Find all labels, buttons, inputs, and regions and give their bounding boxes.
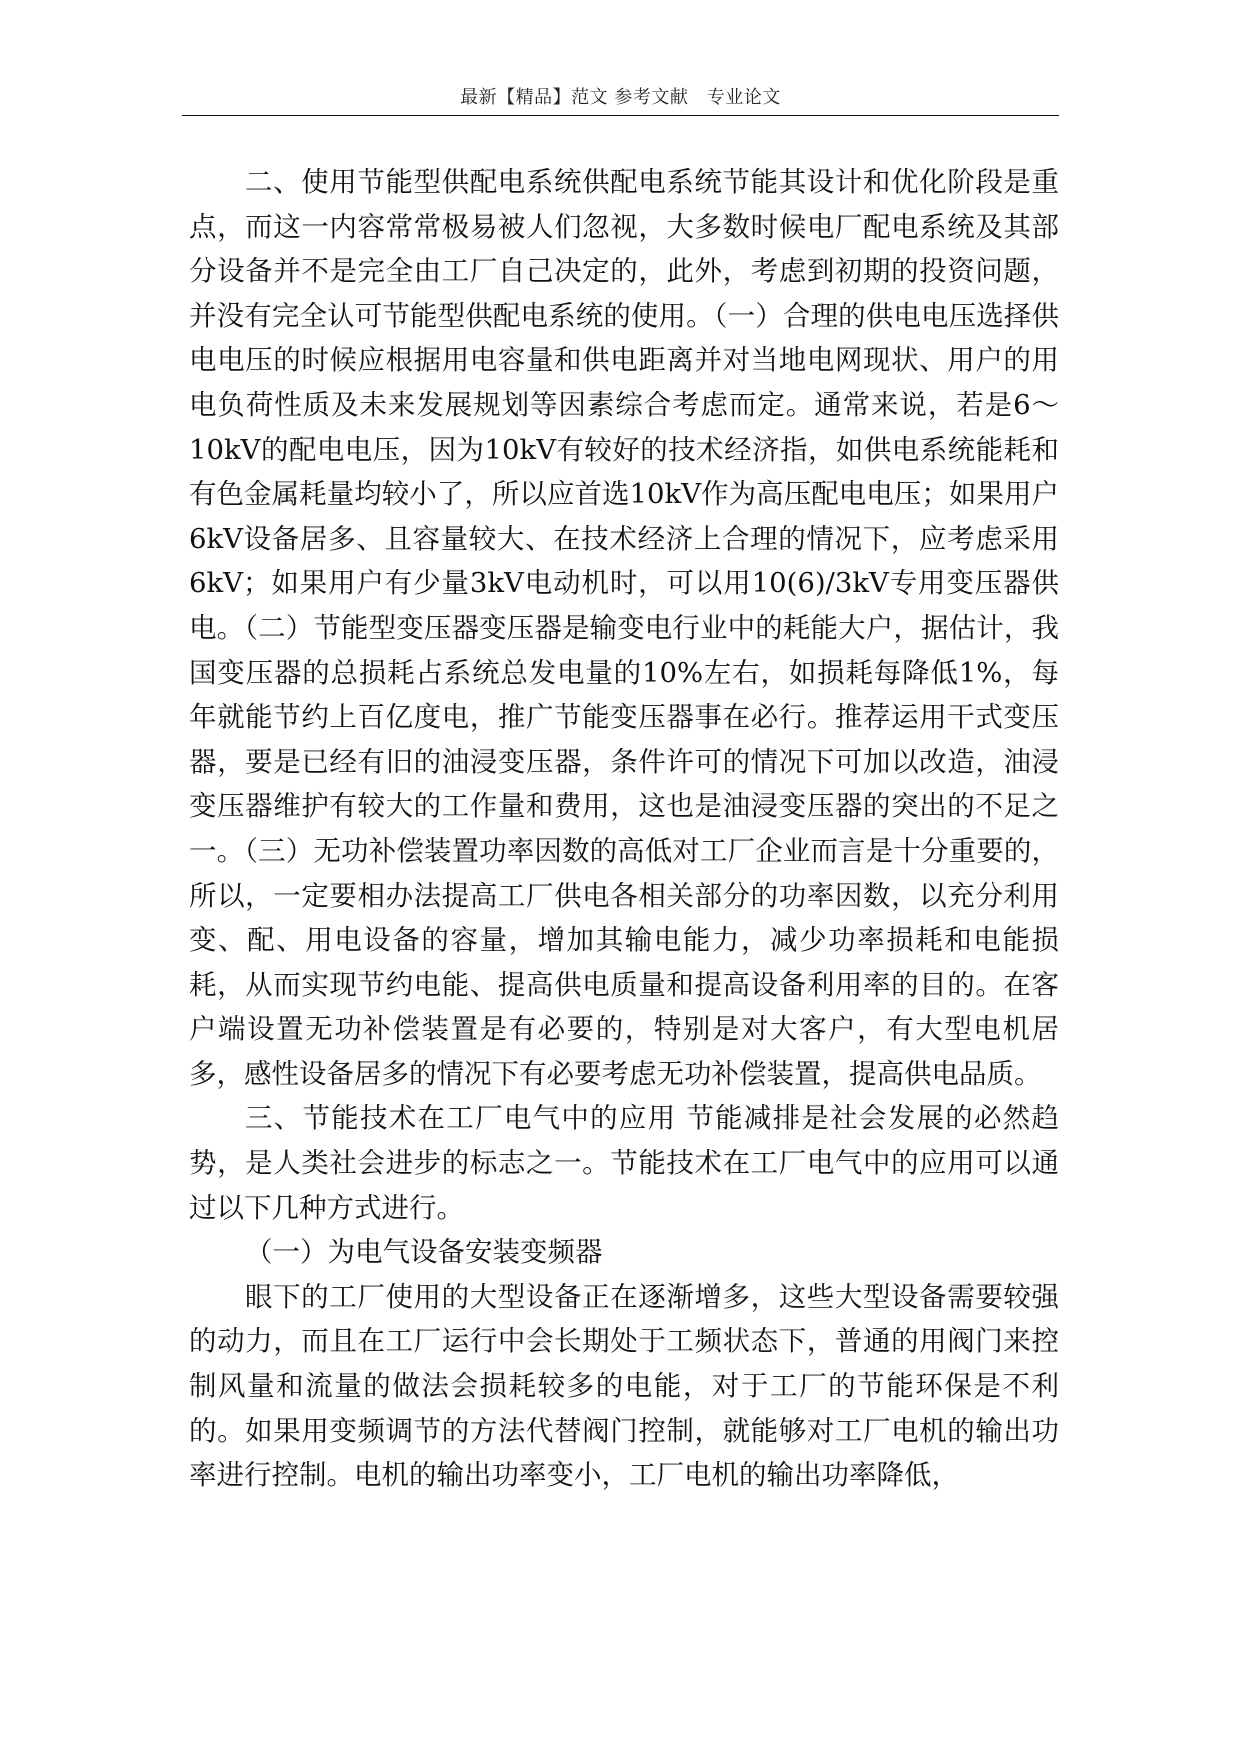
subsection-heading-inverter: （一）为电气设备安装变频器 [245,1236,603,1269]
document-body [189,160,1059,1498]
paragraph-section-three: 三、节能技术在工厂电气中的应用 节能减排是社会发展的必然趋势，是人类社会进步的标志之一。节能技术在工厂电气中的应用可以通过以下几种方式进行。 [189,1102,1059,1224]
paragraph-section-two: 二、使用节能型供配电系统供配电系统节能其设计和优化阶段是重点，而这一内容常常极易被人们忽视，大多数时候电厂配电系统及其部分设备并不是完全由工厂自己决定的，此外，考虑到初期的投资问题，并没有完全认可节能型供配电系统的使用。（一）合理的供电电压选择供电电压的时候应根据用电容量和供电距离并对当地电网现状、用户的用电负荷性质及未来发展规划等因素综合考虑而定。通常来说，若是6～10kV的配电电压，因为10kV有较好的技术经济指，如供电系统能耗和有色金属耗量均较小了，所以应首选10kV作为高压配电电压；如果用户6kV设备居多、且容量较大、在技术经济上合理的情况下，应考虑采用6kV；如果用户有少量3kV电动机时，可以用10(6)/3kV专用变压器供电。（二）节能型变压器变压器是输变电行业中的耗能大户，据估计，我国变压器的总损耗占系统总发电量的10%左右，如损耗每降低1%，每年就能节约上百亿度电，推广节能变压器事在必行。推荐运用干式变压器，要是已经有旧的油浸变压器，条件许可的情况下可加以改造，油浸变压器维护有较大的工作量和费用，这也是油浸变压器的突出的不足之一。（三）无功补偿装置功率因数的高低对工厂企业而言是十分重要的，所以，一定要相办法提高工厂供电各相关部分的功率因数，以充分利用变、配、用电设备的容量，增加其输电能力，减少功率损耗和电能损耗，从而实现节约电能、提高供电质量和提高设备利用率的目的。在客户端设置无功补偿装置是有必要的，特别是对大客户，有大型电机居多，感性设备居多的情况下有必要考虑无功补偿装置，提高供电品质。 [189,166,1059,1090]
paragraph-inverter: 眼下的工厂使用的大型设备正在逐渐增多，这些大型设备需要较强的动力，而且在工厂运行中会长期处于工频状态下，普通的用阀门来控制风量和流量的做法会损耗较多的电能，对于工厂的节能环保是不利的。如果用变频调节的方法代替阀门控制，就能够对工厂电机的输出功率进行控制。电机的输出功率变小，工厂电机的输出功率降低， [189,1280,1059,1492]
running-header: 最新【精品】范文 参考文献 专业论文 [460,87,781,108]
header-divider [182,115,1059,116]
